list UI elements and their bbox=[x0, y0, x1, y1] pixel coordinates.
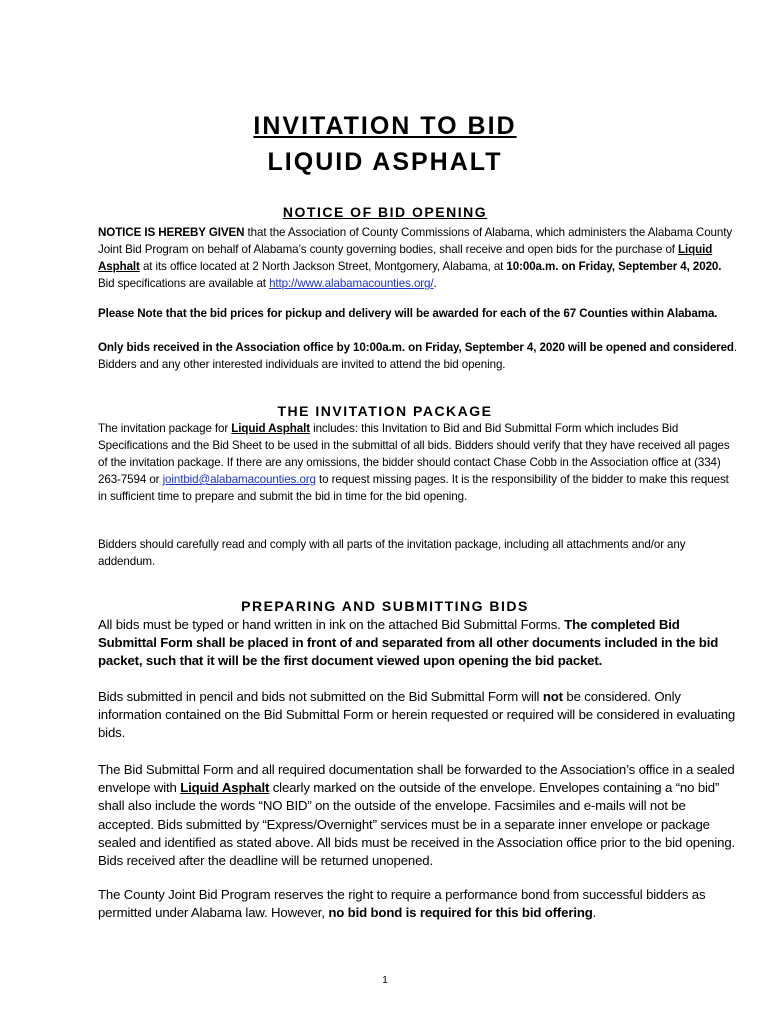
page-number: 1 bbox=[382, 975, 388, 986]
item-name: Liquid Asphalt bbox=[180, 780, 270, 796]
bond-paragraph: The County Joint Bid Program reserves the right to require a performance bond from successful bidders as permitted under Alabama law. However, no bid bond is required for this bid offering. bbox=[98, 887, 706, 921]
document-subtitle: LIQUID ASPHALT bbox=[267, 148, 503, 176]
notice-paragraph: NOTICE IS HEREBY GIVEN that the Association of County Commissions of Alabama, which administers the Alabama County Joint Bid Program on behalf of Alabama’s county governing bodies, shall receive and open bids for the purchase of Liquid Asphalt at its office located at 2 North Jackson Street, Montgomery, Alabama, at 10:00a.m. on Friday, September 4, 2020. Bid specifications are available at http://www.alabamacounties.org/. bbox=[98, 226, 733, 290]
envelope-paragraph: The Bid Submittal Form and all required documentation shall be forwarded to the Association’s office in a sealed envelope with Liquid Asphalt clearly marked on the outside of the envelope. Envelopes containing a “no bid” shall also include the words “NO BID” on the outside of the envelope. Facsimiles and e-mails will not be accepted. Bids submitted by “Express/Overnight” services must be in a separate inner envelope or package sealed and identified as stated above. All bids must be received in the Association office prior to the bid opening. Bids received after the deadline will be returned unopened. bbox=[98, 762, 736, 869]
preparing-heading: PREPARING AND SUBMITTING BIDS bbox=[241, 598, 529, 614]
notice-lead: NOTICE IS HEREBY GIVEN bbox=[98, 226, 245, 239]
item-name: Liquid Asphalt bbox=[231, 422, 310, 435]
pencil-paragraph: Bids submitted in pencil and bids not submitted on the Bid Submittal Form will not be considered. Only information contained on the Bid Submittal Form or herein requested or required will be considered in evaluating bids. bbox=[98, 689, 736, 741]
bid-deadline: 10:00a.m. on Friday, September 4, 2020. bbox=[506, 260, 722, 273]
email-link[interactable]: jointbid@alabamacounties.org bbox=[162, 473, 316, 486]
package-heading: THE INVITATION PACKAGE bbox=[277, 403, 493, 419]
document-title: INVITATION TO BID bbox=[253, 112, 517, 140]
submittal-paragraph: All bids must be typed or hand written in ink on the attached Bid Submittal Forms. The completed Bid Submittal Form shall be placed in front of and separated from all other documents included in the bid packet, such that it will be the first document viewed upon opening the bid packet. bbox=[98, 617, 719, 669]
package-paragraph: The invitation package for Liquid Asphalt includes: this Invitation to Bid and Bid Submittal Form which includes Bid Specifications and the Bid Sheet to be used in the submittal of all bids. Bidders should verify that they have received all pages of the invitation package. If there are any omissions, the bidder should contact Chase Cobb in the Association office at (334) 263-7594 or jointbid@alabamacounties.org to request missing pages. It is the responsibility of the bidder to make this request in sufficient time to prepare and submit the bid in time for the bid opening. bbox=[98, 422, 730, 503]
comply-paragraph: Bidders should carefully read and comply with all parts of the invitation package, including all attachments and/or any addendum. bbox=[98, 538, 686, 568]
deadline-paragraph: Only bids received in the Association office by 10:00a.m. on Friday, September 4, 2020 will be opened and considered. Bidders and any other interested individuals are invited to attend the bid opening. bbox=[98, 341, 738, 371]
website-link[interactable]: http://www.alabamacounties.org/ bbox=[269, 277, 434, 290]
pricing-note: Please Note that the bid prices for pickup and delivery will be awarded for each of the 67 Counties within Alabama. bbox=[98, 307, 718, 320]
notice-heading: NOTICE OF BID OPENING bbox=[282, 204, 488, 220]
item-name: Liquid Asphalt bbox=[98, 243, 713, 273]
